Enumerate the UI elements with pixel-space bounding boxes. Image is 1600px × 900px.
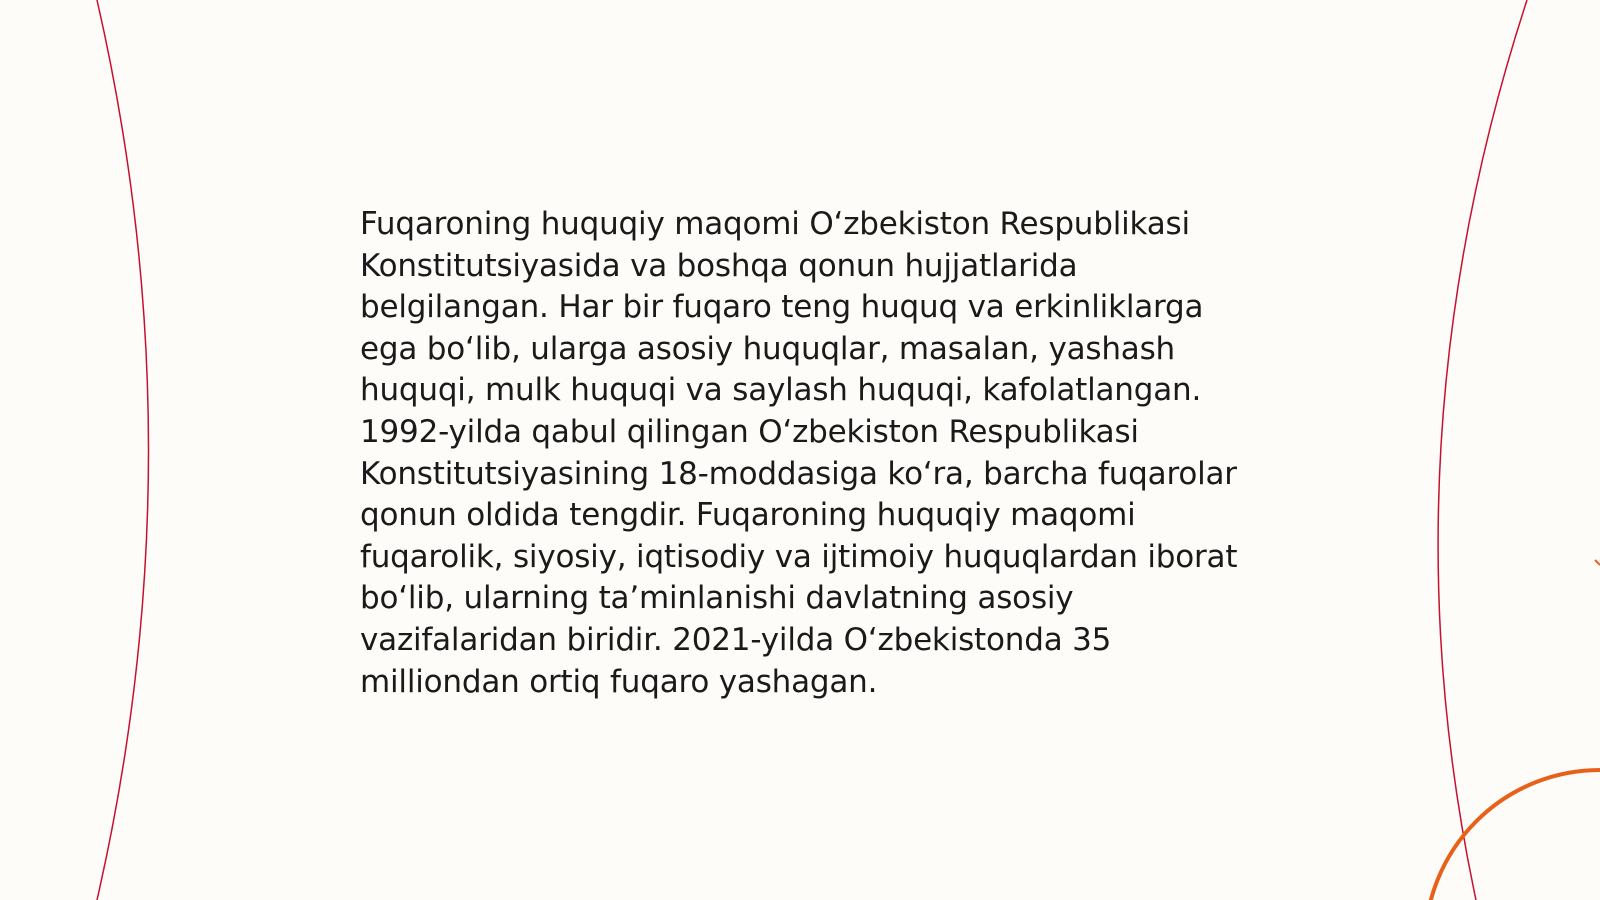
left-curve (97, 0, 149, 900)
arrow-tick (1595, 560, 1600, 565)
right-curve (1438, 0, 1527, 900)
orange-arc (1425, 770, 1600, 900)
body-paragraph: Fuqaroning huquqiy maqomi O‘zbekiston Respublikasi Konstitutsiyasida va boshqa qonun hujjatlarida belgilangan. Har bir fuqaro teng huquq va erkinliklarga ega bo‘lib, ularga asosiy huquqlar, masalan, yashash huquqi, mulk huquqi va saylash huquqi, kafolatlangan. 1992-yilda qabul qilingan O‘zbekiston Respublikasi Konstitutsiyasining 18-moddasiga ko‘ra, barcha fuqarolar qonun oldida tengdir. Fuqaroning huquqiy maqomi fuqarolik, siyosiy, iqtisodiy va ijtimoiy huquqlardan iborat bo‘lib, ularning ta’minlanishi davlatning asosiy vazifalaridan biridir. 2021-yilda O‘zbekistonda 35 milliondan ortiq fuqaro yashagan. (360, 206, 1238, 700)
